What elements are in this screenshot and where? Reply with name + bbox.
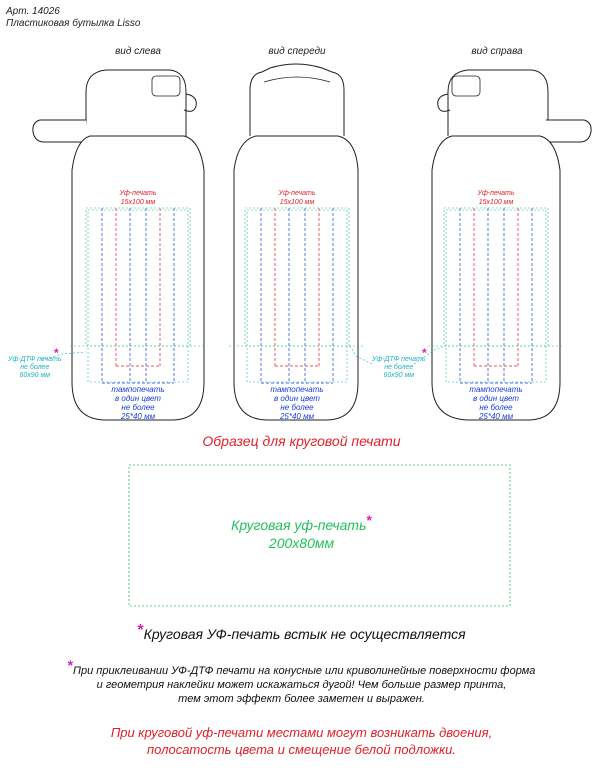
dtf-label-left: Уф-ДТФ печать не более 60x90 мм	[8, 356, 62, 379]
bottle-front-view	[229, 64, 365, 420]
pad-label-right: тампопечать в один цвет не более 25*40 мм	[469, 385, 523, 421]
wrap-box-size: 200x80мм	[268, 535, 335, 551]
view-label-right: вид справа	[471, 46, 523, 57]
asterisk-left: *	[54, 346, 59, 360]
pad-label-left: тампопечать в один цвет не более 25*40 мм	[111, 385, 165, 421]
sample-title: Образец для круговой печати	[202, 433, 401, 449]
seam-note: *Круговая УФ-печать встык не осуществляется	[137, 622, 466, 642]
dtf-label-right: Уф-ДТФ печать не более 60x90 мм	[372, 356, 426, 379]
view-label-left: вид слева	[115, 46, 161, 57]
view-label-front: вид спереди	[268, 46, 326, 57]
dtf-note: *При приклеивании УФ-ДТФ печати на конусные или криволинейные поверхности форма и геометрия наклейки может искажаться дугой! Чем больше размер принта, тем этот эффект более заметен и выражен.	[67, 657, 536, 705]
wrap-note: При круговой уф-печати местами могут возникать двоения, полосатость цвета и смещение белой подложки.	[110, 725, 493, 757]
uv-label-left: Уф-печать 15x100 мм	[119, 190, 157, 206]
product-name: Пластиковая бутылка Lisso	[6, 18, 141, 29]
uv-label-front: Уф-печать 15x100 мм	[278, 190, 316, 206]
article-number: Арт. 14026	[6, 6, 60, 17]
uv-label-right: Уф-печать 15x100 мм	[477, 190, 515, 206]
wrap-box-title: Круговая уф-печать*	[231, 512, 372, 533]
asterisk-right: *	[422, 346, 427, 360]
pad-label-front: тампопечать в один цвет не более 25*40 мм	[270, 385, 324, 421]
bottle-right-view	[428, 70, 591, 420]
